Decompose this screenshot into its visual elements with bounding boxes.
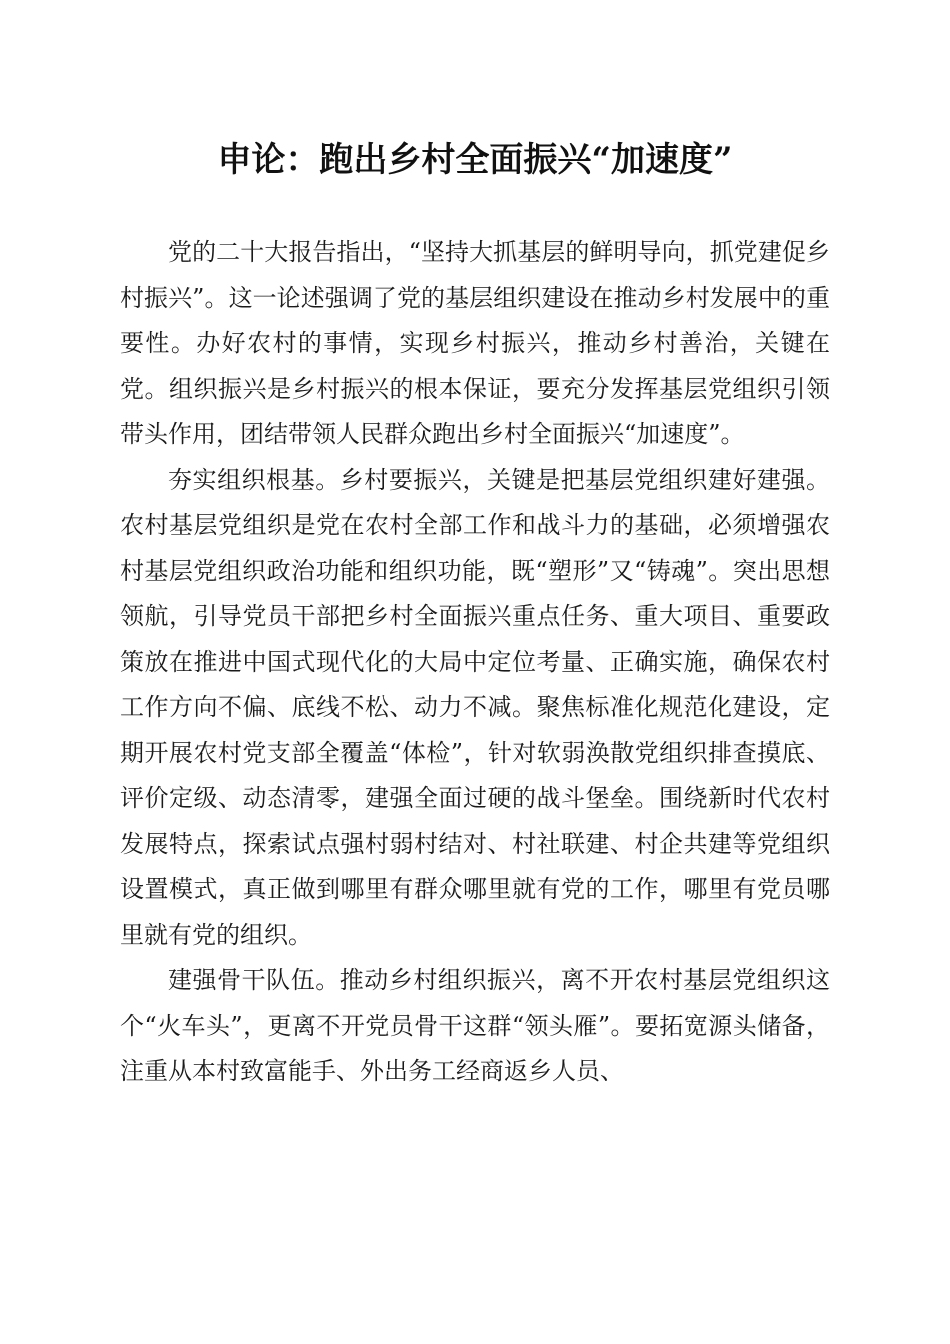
paragraph-backbone-team: 建强骨干队伍。推动乡村组织振兴，离不开农村基层党组织这个“火车头”，更离不开党员骨干这群“领头雁”。要拓宽源头储备，注重从本村致富能手、外出务工经商返乡人员、: [120, 966, 830, 1085]
paragraph-intro: 党的二十大报告指出，“坚持大抓基层的鲜明导向，抓党建促乡村振兴”。这一论述强调了党的基层组织建设在推动乡村发展中的重要性。办好农村的事情，实现乡村振兴，推动乡村善治，关键在党。组织振兴是乡村振兴的根本保证，要充分发挥基层党组织引领带头作用，团结带领人民群众跑出乡村全面振兴“加速度”。: [120, 238, 830, 448]
paragraph-organization-foundation: 夯实组织根基。乡村要振兴，关键是把基层党组织建好建强。农村基层党组织是党在农村全部工作和战斗力的基础，必须增强农村基层党组织政治功能和组织功能，既“塑形”又“铸魂”。突出思想领航，引导党员干部把乡村全面振兴重点任务、重大项目、重要政策放在推进中国式现代化的大局中定位考量、正确实施，确保农村工作方向不偏、底线不松、动力不减。聚焦标准化规范化建设，定期开展农村党支部全覆盖“体检”，针对软弱涣散党组织排查摸底、评价定级、动态清零，建强全面过硬的战斗堡垒。围绕新时代农村发展特点，探索试点强村弱村结对、村社联建、村企共建等党组织设置模式，真正做到哪里有群众哪里就有党的工作，哪里有党员哪里就有党的组织。: [120, 465, 830, 949]
document-body: [120, 230, 830, 1095]
document-title: 申论：跑出乡村全面振兴“加速度”: [217, 140, 733, 180]
